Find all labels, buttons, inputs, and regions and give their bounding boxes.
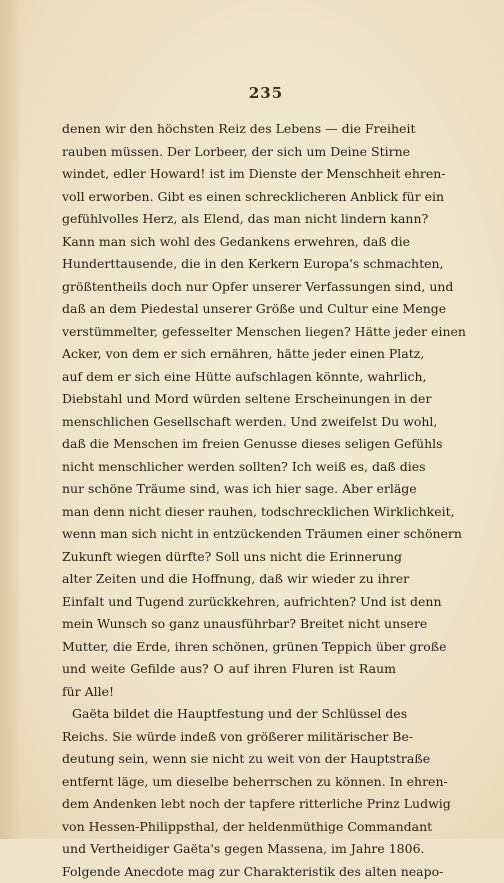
- text-line: daß an dem Piedestal unserer Größe und Cultur eine Menge: [62, 298, 396, 321]
- text-line: Acker, von dem er sich ernähren, hätte jeder einen Platz,: [62, 343, 396, 366]
- text-line: mein Wunsch so ganz unausführbar? Breitet nicht unsere: [62, 613, 396, 636]
- text-line: Reichs. Sie würde indeß von größerer militärischer Be-: [62, 726, 396, 749]
- body-text: [62, 118, 396, 883]
- text-line: daß die Menschen im freien Genusse dieses seligen Gefühls: [62, 433, 396, 456]
- text-line: Diebstahl und Mord würden seltene Erscheinungen in der: [62, 388, 396, 411]
- text-line: nur schöne Träume sind, was ich hier sage. Aber erläge: [62, 478, 396, 501]
- text-line: größtentheils doch nur Opfer unserer Verfassungen sind, und: [62, 276, 396, 299]
- text-line: Hunderttausende, die in den Kerkern Europa's schmachten,: [62, 253, 396, 276]
- text-line: dem Andenken lebt noch der tapfere ritterliche Prinz Ludwig: [62, 793, 396, 816]
- text-line: voll erworben. Gibt es einen schrecklicheren Anblick für ein: [62, 186, 396, 209]
- text-line: Mutter, die Erde, ihren schönen, grünen Teppich über große: [62, 636, 396, 659]
- text-line: Folgende Anecdote mag zur Charakteristik des alten neapo-: [62, 861, 396, 883]
- text-line: nicht menschlicher werden sollten? Ich weiß es, daß dies: [62, 456, 396, 479]
- text-line: und weite Gefilde aus? O auf ihren Fluren ist Raum: [62, 658, 396, 681]
- text-line: entfernt läge, um dieselbe beherrschen zu können. In ehren-: [62, 771, 396, 794]
- text-line: deutung sein, wenn sie nicht zu weit von der Hauptstraße: [62, 748, 396, 771]
- page-number: 235: [0, 84, 504, 102]
- text-line: Einfalt und Tugend zurückkehren, aufrichten? Und ist denn: [62, 591, 396, 614]
- text-line: verstümmelter, gefesselter Menschen liegen? Hätte jeder einen: [62, 321, 396, 344]
- text-line: alter Zeiten und die Hoffnung, daß wir wieder zu ihrer: [62, 568, 396, 591]
- text-line: rauben müssen. Der Lorbeer, der sich um Deine Stirne: [62, 141, 396, 164]
- text-line: menschlichen Gesellschaft werden. Und zweifelst Du wohl,: [62, 411, 396, 434]
- text-line: gefühlvolles Herz, als Elend, das man nicht lindern kann?: [62, 208, 396, 231]
- text-line: wenn man sich nicht in entzückenden Träumen einer schönern: [62, 523, 396, 546]
- text-line: auf dem er sich eine Hütte aufschlagen könnte, wahrlich,: [62, 366, 396, 389]
- text-line: von Hessen-Philippsthal, der heldenmüthige Commandant: [62, 816, 396, 839]
- text-line: Kann man sich wohl des Gedankens erwehren, daß die: [62, 231, 396, 254]
- text-line: man denn nicht dieser rauhen, todschrecklichen Wirklichkeit,: [62, 501, 396, 524]
- text-line: Gaëta bildet die Hauptfestung und der Schlüssel des: [62, 703, 396, 726]
- text-line: Zukunft wiegen dürfte? Soll uns nicht die Erinnerung: [62, 546, 396, 569]
- text-line: denen wir den höchsten Reiz des Lebens — die Freiheit: [62, 118, 396, 141]
- text-line: für Alle!: [62, 681, 396, 704]
- text-line: und Vertheidiger Gaëta's gegen Massena, im Jahre 1806.: [62, 838, 396, 861]
- text-line: windet, edler Howard! ist im Dienste der Menschheit ehren-: [62, 163, 396, 186]
